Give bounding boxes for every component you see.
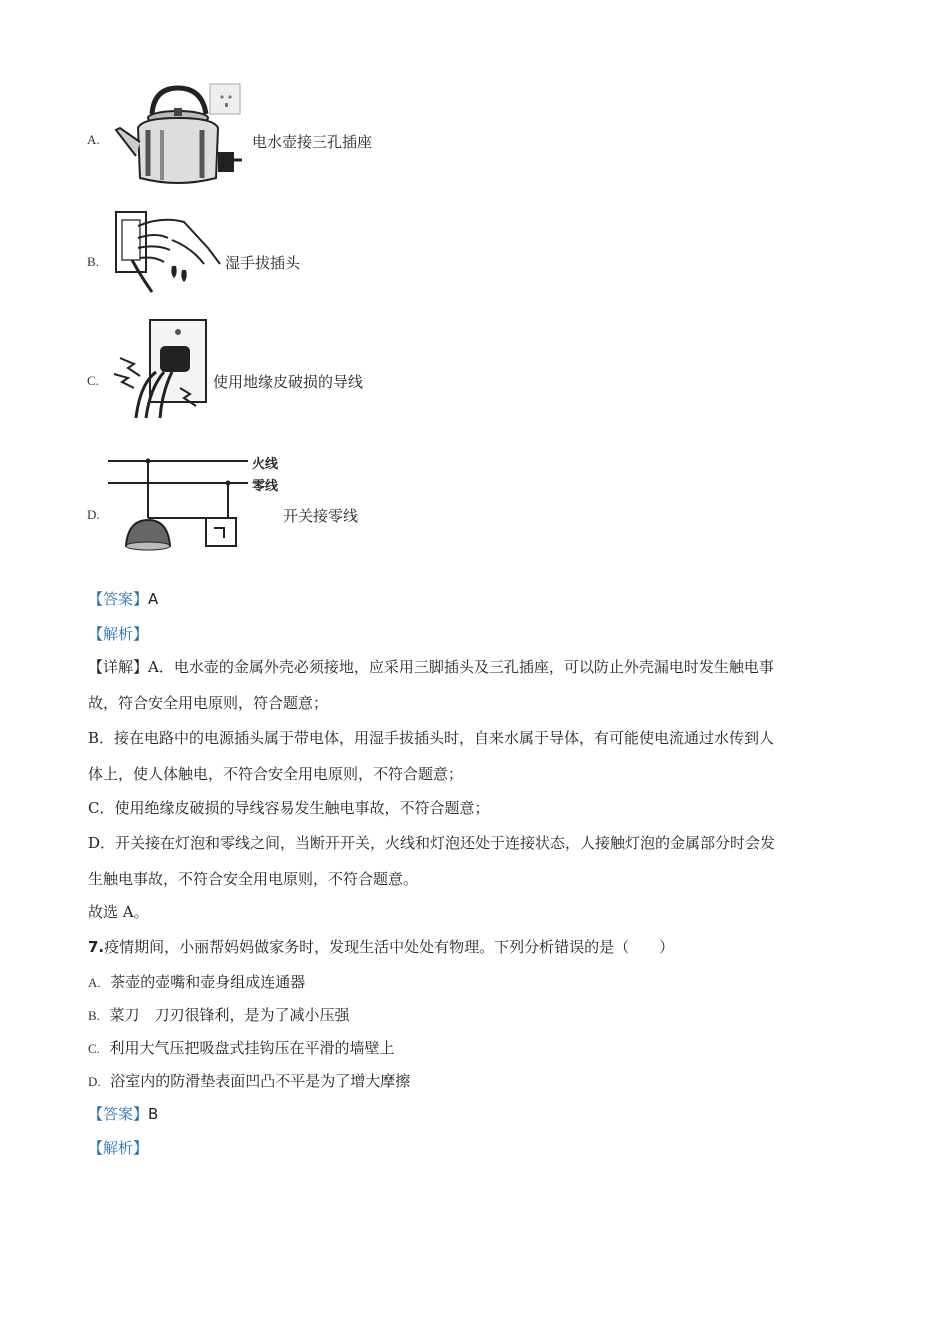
option-a-letter: A. [87, 132, 100, 147]
q7-option-c: C. 利用大气压把吸盘式挂钩压在平滑的墙壁上 [88, 1039, 395, 1057]
q6-detail-line-6: D．开关接在灯泡和零线之间，当断开开关，火线和灯泡还处于连接状态，人接触灯泡的金属部分时会发 [88, 834, 776, 852]
kettle-icon [112, 82, 248, 190]
option-d-caption: 开关接零线 [283, 507, 359, 525]
q6-detail-line-7: 生触电事故，不符合安全用电原则，不符合题意。 [88, 870, 419, 888]
q7-option-b: B. 菜刀 刀刃很锋利，是为了减小压强 [88, 1006, 350, 1024]
live-wire-label: 火线 [252, 457, 279, 472]
q6-detail-line-3: B．接在电路中的电源插头属于带电体，用湿手拔插头时，自来水属于导体，有可能使电流通过水传到人 [88, 729, 775, 747]
q7-option-a: A. 茶壶的壶嘴和壶身组成连通器 [88, 973, 306, 991]
q7-analysis-label: 【解析】 [88, 1139, 149, 1157]
damaged-wire-icon [110, 318, 210, 422]
q6-answer [88, 588, 158, 609]
q6-answer-label: 【答案】 [88, 590, 149, 608]
option-c-caption: 使用地缘皮破损的导线 [213, 373, 364, 391]
q7-stem [88, 936, 674, 957]
q6-detail-line-5: C．使用绝缘皮破损的导线容易发生触电事故，不符合题意； [88, 799, 490, 817]
wet-hand-plug-icon [112, 208, 224, 294]
option-c-letter: C. [87, 373, 99, 388]
option-b-caption: 湿手拔插头 [225, 254, 301, 272]
option-b-letter: B. [87, 254, 99, 269]
q6-detail-line-4: 体上，使人体触电，不符合安全用电原则，不符合题意； [88, 765, 464, 783]
neutral-wire-label: 零线 [252, 479, 279, 494]
q6-final-choice: 故选 A。 [88, 903, 149, 921]
option-d-letter: D. [87, 507, 100, 522]
q7-stem-text: 疫情期间，小丽帮妈妈做家务时，发现生活中处处有物理。下列分析错误的是（ ） [104, 938, 675, 956]
q6-answer-value: A [148, 590, 159, 608]
q6-detail-line-1: 【详解】A．电水壶的金属外壳必须接地，应采用三脚插头及三孔插座，可以防止外壳漏电时发生触电事 [88, 658, 774, 676]
q6-analysis-label: 【解析】 [88, 625, 149, 643]
q7-answer [88, 1103, 158, 1124]
q7-answer-label: 【答案】 [88, 1105, 149, 1123]
q6-detail-line-2: 故，符合安全用电原则，符合题意； [88, 694, 329, 712]
q7-option-d: D. 浴室内的防滑垫表面凹凸不平是为了增大摩擦 [88, 1072, 411, 1090]
q7-answer-value: B [148, 1105, 159, 1123]
option-a-caption: 电水壶接三孔插座 [252, 133, 373, 151]
q6-detail-label: 【详解】 [88, 658, 149, 676]
q7-number: 7. [88, 938, 105, 956]
